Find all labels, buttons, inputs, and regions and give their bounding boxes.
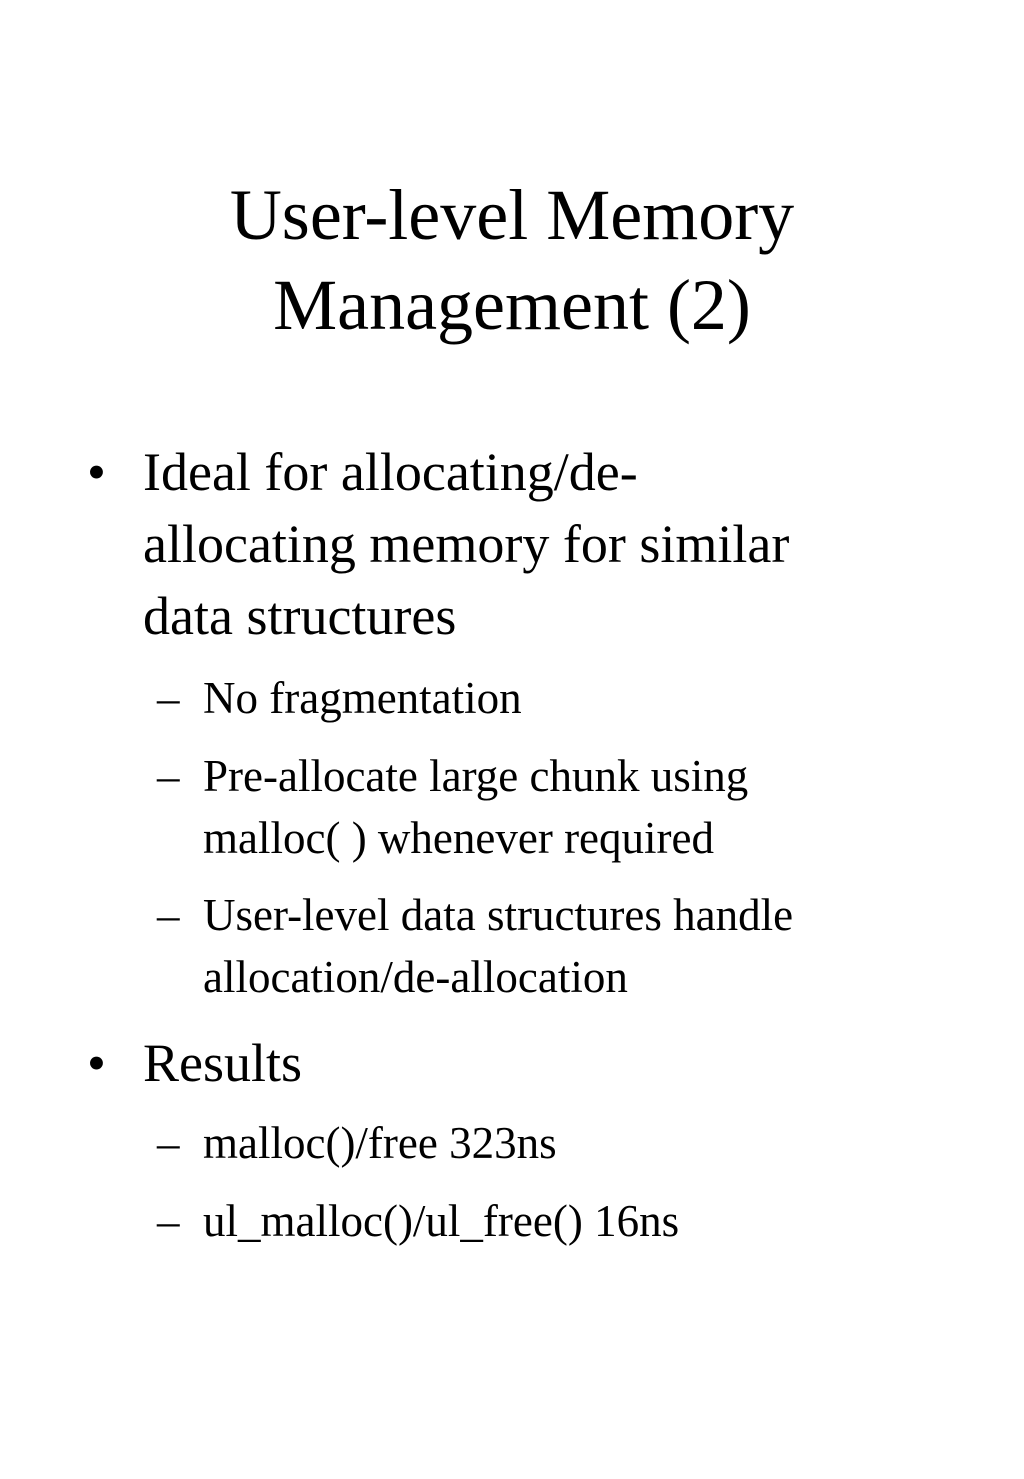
sub-bullet-item (157, 1190, 943, 1252)
bullet-text-line: Ideal for allocating/de- (143, 442, 638, 502)
bullet-text-line: Results (143, 1033, 303, 1093)
sub-bullet-item (157, 1112, 943, 1174)
sub-bullet-item (157, 667, 943, 729)
sub-bullet-item (157, 745, 943, 869)
dash-icon: – (157, 1118, 180, 1168)
sub-bullet-text-line: malloc()/free 323ns (203, 1118, 557, 1168)
sub-bullet-text-line: User-level data structures handle (203, 890, 794, 940)
sub-bullet-item (157, 884, 943, 1008)
dash-icon: – (157, 890, 180, 940)
sub-bullet-text-line: allocation/de-allocation (203, 952, 628, 1002)
sub-bullet-text-line: No fragmentation (203, 673, 522, 723)
bullet-item (87, 436, 923, 652)
sub-bullet-text-line: Pre-allocate large chunk using (203, 751, 749, 801)
sub-bullet-text-line: malloc( ) whenever required (203, 813, 714, 863)
bullet-icon: • (87, 1033, 106, 1093)
dash-icon: – (157, 1196, 180, 1246)
bullet-icon: • (87, 442, 106, 502)
bullet-item (87, 1027, 923, 1099)
sub-bullet-text-line: ul_malloc()/ul_free() 16ns (203, 1196, 680, 1246)
dash-icon: – (157, 751, 180, 801)
title-line: User-level Memory (229, 175, 795, 255)
bullet-text-line: data structures (143, 586, 457, 646)
dash-icon: – (157, 673, 180, 723)
title-line: Management (2) (273, 265, 751, 345)
page-title (0, 170, 1024, 350)
bullet-text-line: allocating memory for similar (143, 514, 790, 574)
